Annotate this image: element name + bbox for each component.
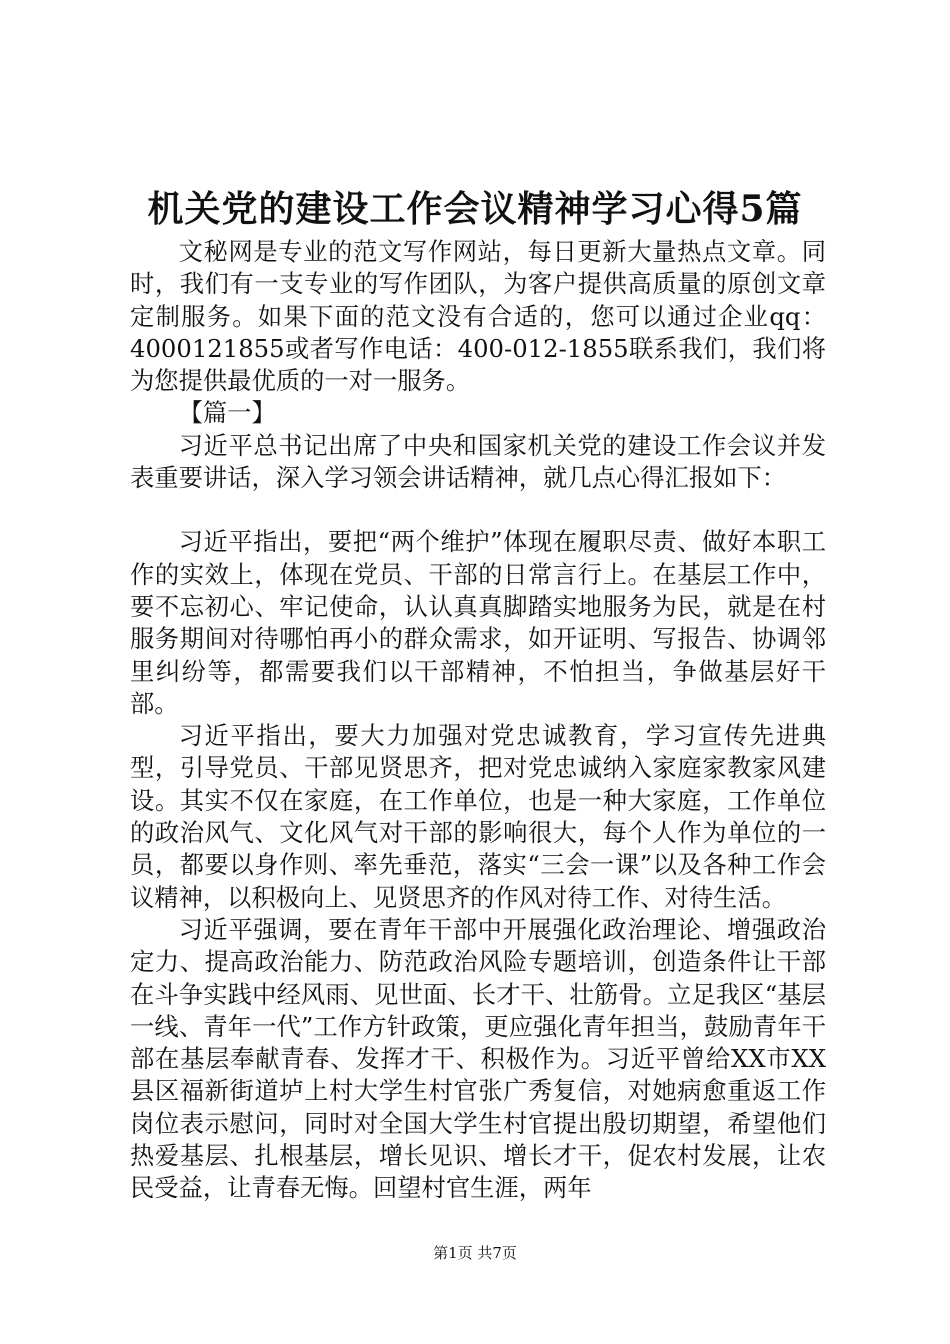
- body-paragraph: 习近平指出，要把“两个维护”体现在履职尽责、做好本职工作的实效上，体现在党员、干部的日常言行上。在基层工作中，要不忘初心、牢记使命，认认真真脚踏实地服务为民，就是在村服务期间对待哪怕再小的群众需求，如开证明、写报告、协调邻里纠纷等，都需要我们以干部精神，不怕担当，争做基层好干部。: [130, 527, 826, 718]
- document-body: [130, 236, 826, 1205]
- body-paragraph: 习近平强调，要在青年干部中开展强化政治理论、增强政治定力、提高政治能力、防范政治风险专题培训，创造条件让干部在斗争实践中经风雨、见世面、长才干、壮筋骨。立足我区“基层一线、青年一代”工作方针政策，更应强化青年担当，鼓励青年干部在基层奉献青春、发挥才干、积极作为。习近平曾给XX市XX县区福新街道垆上村大学生村官张广秀复信，对她病愈重返工作岗位表示慰问，同时对全国大学生村官提出殷切期望，希望他们热爱基层、扎根基层，增长见识、增长才干，促农村发展，让农民受益，让青春无悔。回望村官生涯，两年: [130, 914, 826, 1203]
- body-paragraph: 习近平总书记出席了中央和国家机关党的建设工作会议并发表重要讲话，深入学习领会讲话精神，就几点心得汇报如下：: [130, 430, 826, 493]
- intro-paragraph: 文秘网是专业的范文写作网站，每日更新大量热点文章。同时，我们有一支专业的写作团队，为客户提供高质量的原创文章定制服务。如果下面的范文没有合适的，您可以通过企业qq：4000121855或者写作电话：400-012-1855联系我们，我们将为您提供最优质的一对一服务。: [130, 237, 826, 396]
- body-paragraph: 习近平指出，要大力加强对党忠诚教育，学习宣传先进典型，引导党员、干部见贤思齐，把对党忠诚纳入家庭家教家风建设。其实不仅在家庭，在工作单位，也是一种大家庭，工作单位的政治风气、文化风气对干部的影响很大，每个人作为单位的一员，都要以身作则、率先垂范，落实“三会一课”以及各种工作会议精神，以积极向上、见贤思齐的作风对待工作、对待生活。: [130, 721, 826, 912]
- document-title: 机关党的建设工作会议精神学习心得5篇: [147, 188, 803, 230]
- page-number-footer: 第1页 共7页: [433, 1244, 517, 1262]
- section-heading: 【篇一】: [178, 398, 276, 428]
